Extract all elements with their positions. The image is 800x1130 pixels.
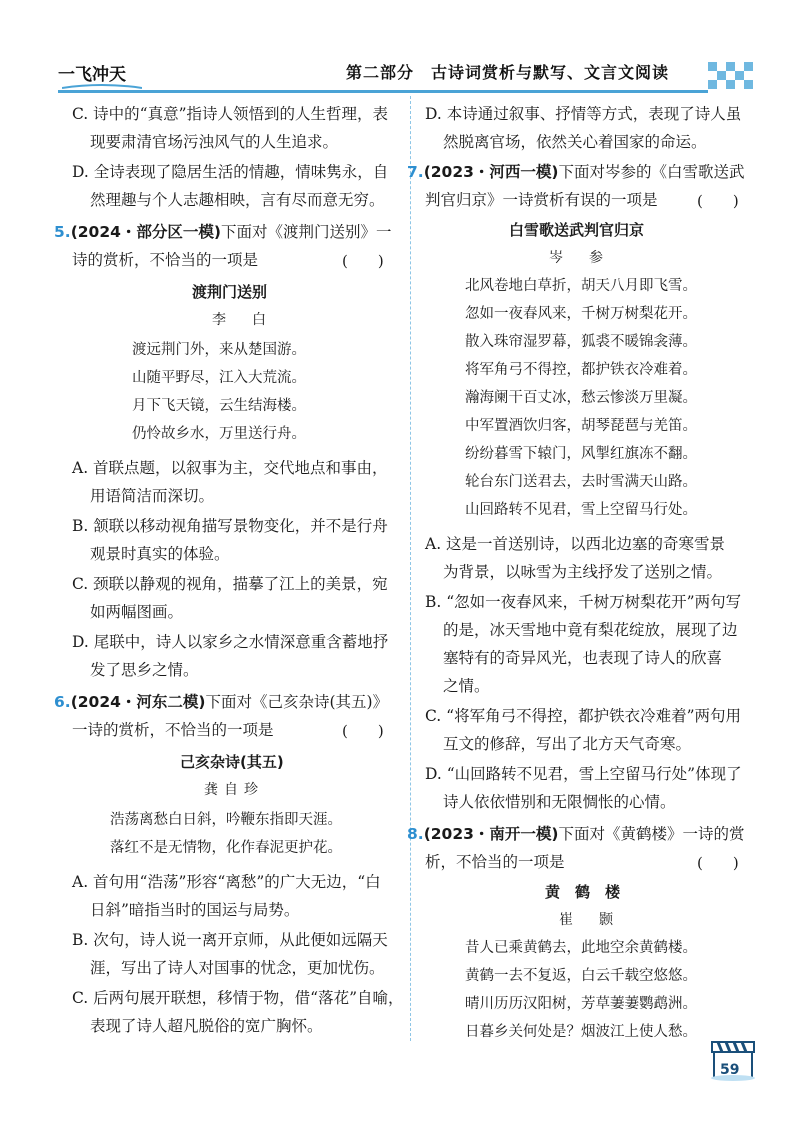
q7-option-a-line2: 为背景，以咏雪为主线抒发了送别之情。 [443,563,723,581]
q6-poem-line-2: 落红不是无情物，化作春泥更护花。 [110,840,342,856]
q8-poem-line-2: 黄鹤一去不复返，白云千载空悠悠。 [465,968,697,984]
q5-poem-line-1: 渡远荆门外，来从楚国游。 [132,342,306,358]
q7-poem-line-9: 山回路转不见君，雪上空留马行处。 [465,502,697,518]
q7-source: (2023・河西一模) [423,163,559,181]
q5-option-d-line1: D. 尾联中，诗人以家乡之水情深意重含蓄地抒 [72,633,389,651]
q5-poem-line-4: 仍怜故乡水，万里送行舟。 [132,426,306,442]
q6-option-b-line1: B. 次句，诗人说一离开京师，从此便如远隔天 [72,931,388,949]
q7-option-d-line2: 诗人依依惜别和无限惆怅的心情。 [443,793,676,811]
q6-number: 6. [54,693,71,711]
q8-poem-line-1: 昔人已乘黄鹤去，此地空余黄鹤楼。 [465,940,697,956]
q4-option-d-line1: D. 全诗表现了隐居生活的情趣，情味隽永，自 [72,163,389,181]
q7-poem-line-2: 忽如一夜春风来，千树万树梨花开。 [465,306,697,322]
q7-option-b-line4: 之情。 [443,677,490,695]
q5-poem-line-3: 月下飞天镜，云生结海楼。 [132,398,306,414]
q8-poem-title: 黄 鹤 楼 [545,883,621,901]
q7-number: 7. [407,163,424,181]
q5-poem-line-2: 山随平野尽，江入大荒流。 [132,370,306,386]
q8-poem-line-3: 晴川历历汉阳树，芳草萋萋鹦鹉洲。 [465,996,697,1012]
page-header [0,0,800,96]
q5-poem-author: 李 白 [212,312,272,328]
q7-poem-line-1: 北风卷地白草折，胡天八月即飞雪。 [465,278,697,294]
q7-option-b-line3: 塞特有的奇异风光，也表现了诗人的欣喜 [443,649,723,667]
q5-option-a-line2: 用语简洁而深切。 [90,487,215,505]
q5-header [54,222,392,242]
q6-poem-line-1: 浩荡离愁白日斜，吟鞭东指即天涯。 [110,812,342,828]
q7-option-c-line1: C. “将军角弓不得控，都护铁衣冷难着”两句用 [425,707,742,725]
q8-header [407,824,745,844]
q6-stem: 下面对《己亥杂诗(其五)》 [205,693,389,711]
q5-number: 5. [54,223,71,241]
q5-answer-blank: ( ) [342,252,384,270]
q4-option-d-line2: 然理趣与个人志趣相映，言有尽而意无穷。 [90,191,385,209]
column-divider [410,96,411,1041]
q6-option-d-line2: 然脱离官场，依然关心着国家的命运。 [443,133,707,151]
q7-answer-blank: ( ) [697,192,739,210]
q8-poem-author: 崔 颢 [559,912,619,928]
q6-poem-title: 己亥杂诗(其五) [180,753,284,771]
q7-stem: 下面对岑参的《白雪歌送武 [558,163,745,181]
q5-option-d-line2: 发了思乡之情。 [90,661,199,679]
q6-option-a-line1: A. 首句用“浩荡”形容“离愁”的广大无边，“白 [72,873,381,891]
q4-option-c-line1: C. 诗中的“真意”指诗人领悟到的人生哲理，表 [72,105,389,123]
q7-poem-line-6: 中军置酒饮归客，胡琴琵琶与羌笛。 [465,418,697,434]
q6-source: (2024・河东二模) [70,693,206,711]
brand-logo: 一飞冲天 [58,65,126,85]
q5-poem-title: 渡荆门送别 [192,283,268,301]
q5-option-b-line1: B. 颔联以移动视角描写景物变化，并不是行舟 [72,517,388,535]
section-title: 第二部分 古诗词赏析与默写、文言文阅读 [346,63,670,82]
q7-option-b-line2: 的是，冰天雪地中竟有梨花绽放，展现了边 [443,621,738,639]
q4-option-c-line2: 现要肃清官场污浊风气的人生追求。 [90,133,339,151]
q6-option-a-line2: 日斜”暗指当时的国运与局势。 [90,901,300,919]
page-number: 59 [720,1062,740,1078]
q6-header [54,692,388,712]
header-rule [58,90,708,93]
q5-option-c-line2: 如两幅图画。 [90,603,184,621]
q5-option-a-line1: A. 首联点题，以叙事为主，交代地点和事由， [72,459,388,477]
q6-option-d-line1: D. 本诗通过叙事、抒情等方式，表现了诗人虽 [425,105,742,123]
q7-poem-line-8: 轮台东门送君去，去时雪满天山路。 [465,474,697,490]
q7-poem-line-4: 将军角弓不得控，都护铁衣冷难着。 [465,362,697,378]
q7-poem-author: 岑 参 [549,250,609,266]
q6-option-c-line1: C. 后两句展开联想，移情于物，借“落花”自喻， [72,989,404,1007]
q8-number: 8. [407,825,424,843]
q5-stem-line2: 诗的赏析，不恰当的一项是 [72,251,259,269]
q5-option-b-line2: 观景时真实的体验。 [90,545,230,563]
q5-source: (2024・部分区一模) [70,223,221,241]
q8-source: (2023・南开一模) [423,825,559,843]
q6-option-c-line2: 表现了诗人超凡脱俗的宽广胸怀。 [90,1017,323,1035]
q8-stem-line2: 析，不恰当的一项是 [425,853,565,871]
q7-stem-line2: 判官归京》一诗赏析有误的一项是 [425,191,658,209]
q7-poem-line-7: 纷纷暮雪下辕门，风掣红旗冻不翻。 [465,446,697,462]
q7-header [407,162,745,182]
q6-stem-line2: 一诗的赏析，不恰当的一项是 [72,721,274,739]
q8-poem-line-4: 日暮乡关何处是？烟波江上使人愁。 [465,1024,697,1040]
q7-option-d-line1: D. “山回路转不见君，雪上空留马行处”体现了 [425,765,742,783]
q7-option-b-line1: B. “忽如一夜春风来，千树万树梨花开”两句写 [425,593,742,611]
q6-option-b-line2: 涯，写出了诗人对国事的忧念，更加忧伤。 [90,959,385,977]
q6-poem-author: 龚自珍 [204,782,264,798]
q8-answer-blank: ( ) [697,854,739,872]
q7-poem-line-5: 瀚海阑干百丈冰，愁云惨淡万里凝。 [465,390,697,406]
q7-poem-line-3: 散入珠帘湿罗幕，狐裘不暖锦衾薄。 [465,334,697,350]
q7-option-a-line1: A. 这是一首送别诗，以西北边塞的奇寒雪景 [425,535,726,553]
q5-option-c-line1: C. 颈联以静观的视角，描摹了江上的美景，宛 [72,575,388,593]
q6-answer-blank: ( ) [342,722,384,740]
q7-poem-title: 白雪歌送武判官归京 [509,221,645,239]
q8-stem: 下面对《黄鹤楼》一诗的赏 [558,825,745,843]
q5-stem: 下面对《渡荆门送别》一 [221,223,392,241]
q7-option-c-line2: 互文的修辞，写出了北方天气奇寒。 [443,735,692,753]
